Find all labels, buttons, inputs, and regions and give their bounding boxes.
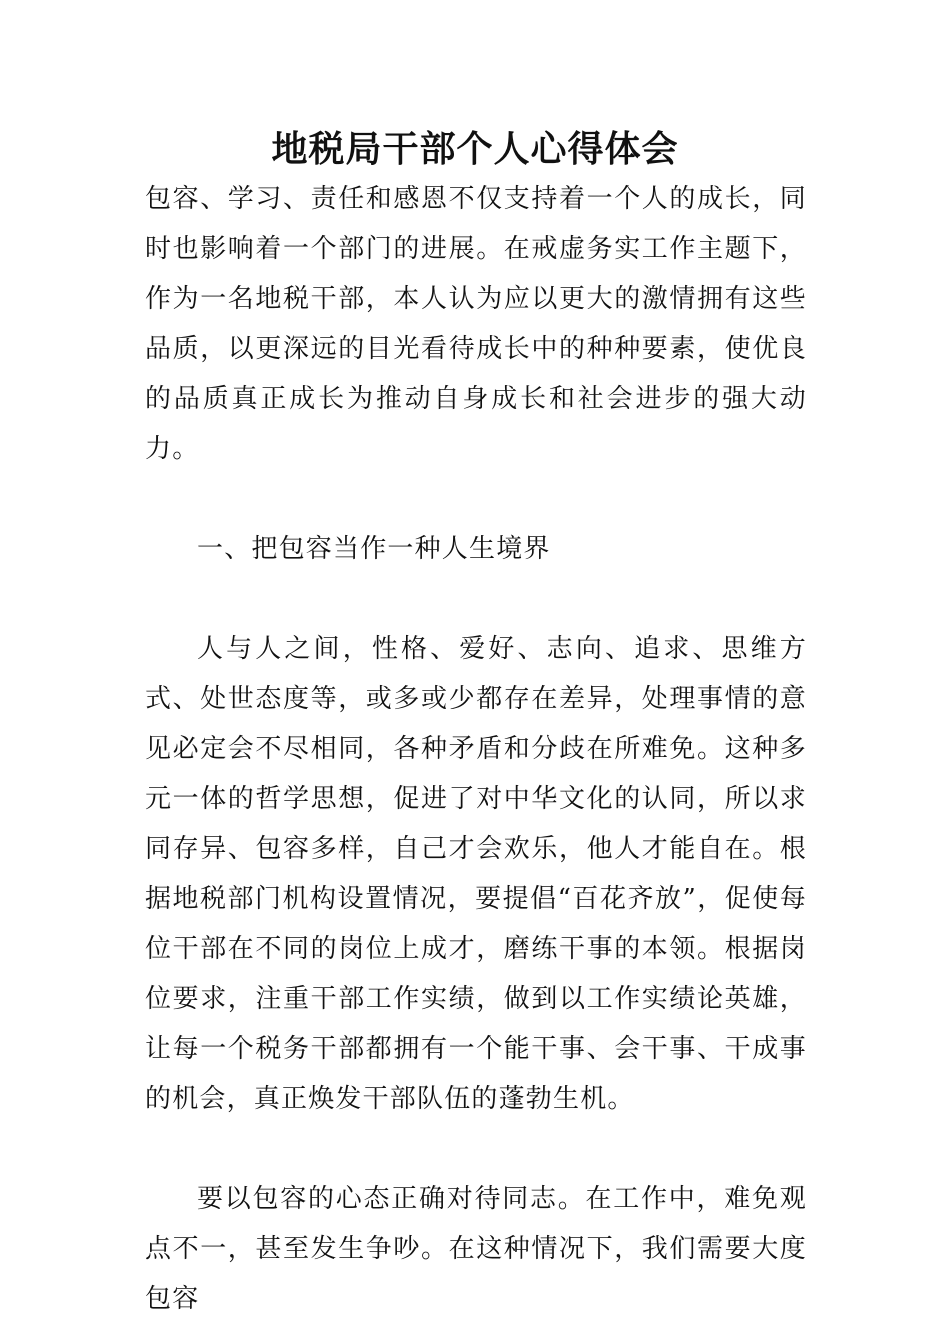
body-paragraph: 人与人之间，性格、爱好、志向、追求、思维方式、处世态度等，或多或少都存在差异，处理事情的意见必定会不尽相同，各种矛盾和分歧在所难免。这种多元一体的哲学思想，促进了对中华文化的认同，所以求同存异、包容多样，自己才会欢乐，他人才能自在。根据地税部门机构设置情况，要提倡“百花齐放”，促使每位干部在不同的岗位上成才，磨练干事的本领。根据岗位要求，注重干部工作实绩，做到以工作实绩论英雄，让每一个税务干部都拥有一个能干事、会干事、干成事的机会，真正焕发干部队伍的蓬勃生机。 [145, 634, 807, 1114]
section-heading: 一、把包容当作一种人生境界 [197, 534, 551, 564]
intro-paragraph: 包容、学习、责任和感恩不仅支持着一个人的成长，同时也影响着一个部门的进展。在戒虚务实工作主题下，作为一名地税干部，本人认为应以更大的激情拥有这些品质，以更深远的目光看待成长中的种种要素，使优良的品质真正成长为推动自身成长和社会进步的强大动力。 [145, 184, 807, 464]
body-paragraph: 要以包容的心态正确对待同志。在工作中，难免观点不一，甚至发生争吵。在这种情况下，我们需要大度包容 [145, 1184, 807, 1314]
document-body [145, 174, 807, 1324]
document-title: 地税局干部个人心得体会 [271, 129, 679, 170]
